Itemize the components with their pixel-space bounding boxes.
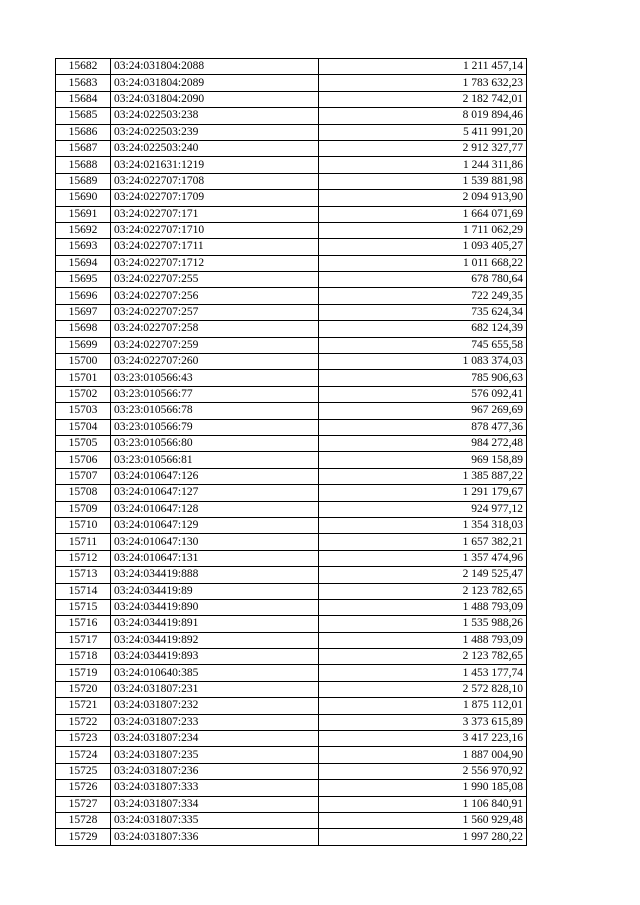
table-row <box>56 370 527 386</box>
row-number-cell: 15693 <box>56 239 111 255</box>
row-number-cell: 15728 <box>56 812 111 828</box>
cadastral-value-cell: 2 123 782,65 <box>319 649 527 665</box>
cadastral-value-cell: 924 977,12 <box>319 501 527 517</box>
row-number-cell: 15694 <box>56 255 111 271</box>
cadastral-value-cell: 2 912 327,77 <box>319 140 527 156</box>
cadastral-number-cell: 03:24:031807:333 <box>111 780 319 796</box>
table-row <box>56 124 527 140</box>
cadastral-value-cell: 722 249,35 <box>319 288 527 304</box>
cadastral-number-cell: 03:24:022707:258 <box>111 321 319 337</box>
row-number-cell: 15712 <box>56 550 111 566</box>
table-row <box>56 75 527 91</box>
table-row <box>56 468 527 484</box>
row-number-cell: 15692 <box>56 222 111 238</box>
table-row <box>56 665 527 681</box>
row-number-cell: 15695 <box>56 272 111 288</box>
cadastral-number-cell: 03:24:034419:890 <box>111 599 319 615</box>
table-row <box>56 812 527 828</box>
cadastral-value-cell: 678 780,64 <box>319 272 527 288</box>
table-row <box>56 419 527 435</box>
cadastral-number-cell: 03:24:022707:259 <box>111 337 319 353</box>
table-row <box>56 534 527 550</box>
row-number-cell: 15715 <box>56 599 111 615</box>
table-row <box>56 157 527 173</box>
cadastral-value-cell: 3 373 615,89 <box>319 714 527 730</box>
table-row <box>56 780 527 796</box>
table-row <box>56 190 527 206</box>
row-number-cell: 15720 <box>56 681 111 697</box>
table-row <box>56 288 527 304</box>
cadastral-value-cell: 1 488 793,09 <box>319 599 527 615</box>
table-row <box>56 599 527 615</box>
table-row <box>56 747 527 763</box>
table-row <box>56 386 527 402</box>
cadastral-number-cell: 03:24:031807:231 <box>111 681 319 697</box>
row-number-cell: 15705 <box>56 435 111 451</box>
cadastral-value-cell: 2 123 782,65 <box>319 583 527 599</box>
cadastral-value-cell: 1 783 632,23 <box>319 75 527 91</box>
row-number-cell: 15691 <box>56 206 111 222</box>
cadastral-number-cell: 03:24:031807:336 <box>111 829 319 845</box>
cadastral-number-cell: 03:24:031807:235 <box>111 747 319 763</box>
cadastral-number-cell: 03:24:034419:893 <box>111 649 319 665</box>
cadastral-value-cell: 1 093 405,27 <box>319 239 527 255</box>
cadastral-value-cell: 1 211 457,14 <box>319 59 527 75</box>
cadastral-number-cell: 03:24:022707:1711 <box>111 239 319 255</box>
table-row <box>56 517 527 533</box>
table-row <box>56 501 527 517</box>
row-number-cell: 15718 <box>56 649 111 665</box>
cadastral-value-cell: 969 158,89 <box>319 452 527 468</box>
table-row <box>56 255 527 271</box>
row-number-cell: 15713 <box>56 567 111 583</box>
row-number-cell: 15688 <box>56 157 111 173</box>
table-row <box>56 337 527 353</box>
table-row <box>56 632 527 648</box>
table-row <box>56 321 527 337</box>
cadastral-value-cell: 1 357 474,96 <box>319 550 527 566</box>
table-row <box>56 763 527 779</box>
cadastral-number-cell: 03:24:010647:127 <box>111 485 319 501</box>
cadastral-number-cell: 03:23:010566:81 <box>111 452 319 468</box>
cadastral-value-cell: 576 092,41 <box>319 386 527 402</box>
table-row <box>56 452 527 468</box>
cadastral-value-cell: 1 875 112,01 <box>319 698 527 714</box>
table-row <box>56 91 527 107</box>
cadastral-number-cell: 03:24:022503:240 <box>111 140 319 156</box>
cadastral-number-cell: 03:24:022503:239 <box>111 124 319 140</box>
cadastral-number-cell: 03:24:010647:129 <box>111 517 319 533</box>
row-number-cell: 15709 <box>56 501 111 517</box>
cadastral-number-cell: 03:24:031807:335 <box>111 812 319 828</box>
cadastral-value-cell: 745 655,58 <box>319 337 527 353</box>
row-number-cell: 15723 <box>56 731 111 747</box>
cadastral-value-cell: 967 269,69 <box>319 403 527 419</box>
cadastral-number-cell: 03:24:022707:256 <box>111 288 319 304</box>
cadastral-number-cell: 03:24:010647:131 <box>111 550 319 566</box>
table-row <box>56 567 527 583</box>
table-row <box>56 649 527 665</box>
row-number-cell: 15686 <box>56 124 111 140</box>
cadastral-number-cell: 03:24:031804:2090 <box>111 91 319 107</box>
cadastral-value-cell: 1 711 062,29 <box>319 222 527 238</box>
cadastral-value-cell: 1 887 004,90 <box>319 747 527 763</box>
cadastral-number-cell: 03:24:022707:257 <box>111 304 319 320</box>
row-number-cell: 15700 <box>56 354 111 370</box>
cadastral-value-cell: 1 083 374,03 <box>319 354 527 370</box>
table-row <box>56 403 527 419</box>
row-number-cell: 15714 <box>56 583 111 599</box>
row-number-cell: 15719 <box>56 665 111 681</box>
cadastral-number-cell: 03:24:022707:255 <box>111 272 319 288</box>
cadastral-number-cell: 03:24:034419:892 <box>111 632 319 648</box>
row-number-cell: 15704 <box>56 419 111 435</box>
row-number-cell: 15699 <box>56 337 111 353</box>
cadastral-number-cell: 03:24:031807:232 <box>111 698 319 714</box>
cadastral-value-cell: 3 417 223,16 <box>319 731 527 747</box>
cadastral-number-cell: 03:24:010640:385 <box>111 665 319 681</box>
cadastral-number-cell: 03:24:010647:128 <box>111 501 319 517</box>
table-row <box>56 304 527 320</box>
cadastral-value-cell: 1 539 881,98 <box>319 173 527 189</box>
cadastral-value-cell: 1 657 382,21 <box>319 534 527 550</box>
row-number-cell: 15716 <box>56 616 111 632</box>
table-row <box>56 59 527 75</box>
cadastral-number-cell: 03:24:034419:89 <box>111 583 319 599</box>
cadastral-value-cell: 984 272,48 <box>319 435 527 451</box>
row-number-cell: 15727 <box>56 796 111 812</box>
row-number-cell: 15729 <box>56 829 111 845</box>
cadastral-number-cell: 03:23:010566:43 <box>111 370 319 386</box>
row-number-cell: 15707 <box>56 468 111 484</box>
cadastral-number-cell: 03:23:010566:79 <box>111 419 319 435</box>
cadastral-number-cell: 03:24:022707:260 <box>111 354 319 370</box>
cadastral-value-cell: 1 385 887,22 <box>319 468 527 484</box>
table-row <box>56 239 527 255</box>
row-number-cell: 15721 <box>56 698 111 714</box>
cadastral-number-cell: 03:24:031807:236 <box>111 763 319 779</box>
row-number-cell: 15722 <box>56 714 111 730</box>
cadastral-value-cell: 682 124,39 <box>319 321 527 337</box>
row-number-cell: 15685 <box>56 108 111 124</box>
cadastral-number-cell: 03:23:010566:80 <box>111 435 319 451</box>
row-number-cell: 15726 <box>56 780 111 796</box>
row-number-cell: 15706 <box>56 452 111 468</box>
cadastral-value-cell: 2 572 828,10 <box>319 681 527 697</box>
row-number-cell: 15682 <box>56 59 111 75</box>
row-number-cell: 15724 <box>56 747 111 763</box>
cadastral-number-cell: 03:24:022707:171 <box>111 206 319 222</box>
row-number-cell: 15711 <box>56 534 111 550</box>
row-number-cell: 15689 <box>56 173 111 189</box>
table-row <box>56 108 527 124</box>
cadastral-value-cell: 878 477,36 <box>319 419 527 435</box>
cadastral-number-cell: 03:24:031807:334 <box>111 796 319 812</box>
row-number-cell: 15710 <box>56 517 111 533</box>
cadastral-value-cell: 1 011 668,22 <box>319 255 527 271</box>
row-number-cell: 15708 <box>56 485 111 501</box>
cadastral-value-cell: 1 244 311,86 <box>319 157 527 173</box>
cadastral-value-cell: 5 411 991,20 <box>319 124 527 140</box>
row-number-cell: 15698 <box>56 321 111 337</box>
cadastral-value-cell: 1 488 793,09 <box>319 632 527 648</box>
table-row <box>56 354 527 370</box>
cadastral-value-cell: 2 182 742,01 <box>319 91 527 107</box>
row-number-cell: 15696 <box>56 288 111 304</box>
table-row <box>56 435 527 451</box>
table-body <box>56 59 527 846</box>
cadastral-number-cell: 03:24:034419:888 <box>111 567 319 583</box>
cadastral-number-cell: 03:24:022707:1710 <box>111 222 319 238</box>
cadastral-value-cell: 1 664 071,69 <box>319 206 527 222</box>
cadastral-value-cell: 1 990 185,08 <box>319 780 527 796</box>
table-row <box>56 616 527 632</box>
cadastral-number-cell: 03:23:010566:78 <box>111 403 319 419</box>
cadastral-number-cell: 03:24:022707:1708 <box>111 173 319 189</box>
cadastral-number-cell: 03:24:021631:1219 <box>111 157 319 173</box>
cadastral-value-cell: 1 291 179,67 <box>319 485 527 501</box>
table-row <box>56 583 527 599</box>
cadastral-number-cell: 03:23:010566:77 <box>111 386 319 402</box>
table-row <box>56 272 527 288</box>
row-number-cell: 15684 <box>56 91 111 107</box>
cadastral-number-cell: 03:24:022707:1709 <box>111 190 319 206</box>
cadastral-value-cell: 1 453 177,74 <box>319 665 527 681</box>
cadastral-value-cell: 2 094 913,90 <box>319 190 527 206</box>
row-number-cell: 15690 <box>56 190 111 206</box>
cadastral-number-cell: 03:24:022503:238 <box>111 108 319 124</box>
table-row <box>56 485 527 501</box>
table-row <box>56 140 527 156</box>
row-number-cell: 15701 <box>56 370 111 386</box>
cadastral-value-cell: 785 906,63 <box>319 370 527 386</box>
table-row <box>56 731 527 747</box>
table-row <box>56 796 527 812</box>
cadastral-value-table <box>55 58 527 846</box>
cadastral-value-cell: 1 354 318,03 <box>319 517 527 533</box>
cadastral-value-cell: 2 149 525,47 <box>319 567 527 583</box>
cadastral-value-cell: 1 560 929,48 <box>319 812 527 828</box>
row-number-cell: 15683 <box>56 75 111 91</box>
cadastral-number-cell: 03:24:031804:2088 <box>111 59 319 75</box>
table-row <box>56 206 527 222</box>
table-row <box>56 681 527 697</box>
cadastral-value-cell: 1 106 840,91 <box>319 796 527 812</box>
cadastral-number-cell: 03:24:022707:1712 <box>111 255 319 271</box>
cadastral-number-cell: 03:24:034419:891 <box>111 616 319 632</box>
cadastral-number-cell: 03:24:031804:2089 <box>111 75 319 91</box>
cadastral-number-cell: 03:24:031807:233 <box>111 714 319 730</box>
row-number-cell: 15697 <box>56 304 111 320</box>
cadastral-value-cell: 735 624,34 <box>319 304 527 320</box>
table-row <box>56 173 527 189</box>
table-row <box>56 222 527 238</box>
table-row <box>56 698 527 714</box>
cadastral-value-cell: 1 535 988,26 <box>319 616 527 632</box>
row-number-cell: 15725 <box>56 763 111 779</box>
row-number-cell: 15703 <box>56 403 111 419</box>
cadastral-number-cell: 03:24:031807:234 <box>111 731 319 747</box>
table-row <box>56 829 527 845</box>
cadastral-value-cell: 1 997 280,22 <box>319 829 527 845</box>
cadastral-number-cell: 03:24:010647:130 <box>111 534 319 550</box>
cadastral-number-cell: 03:24:010647:126 <box>111 468 319 484</box>
table-row <box>56 550 527 566</box>
cadastral-value-cell: 2 556 970,92 <box>319 763 527 779</box>
cadastral-value-cell: 8 019 894,46 <box>319 108 527 124</box>
row-number-cell: 15702 <box>56 386 111 402</box>
table-row <box>56 714 527 730</box>
row-number-cell: 15717 <box>56 632 111 648</box>
row-number-cell: 15687 <box>56 140 111 156</box>
